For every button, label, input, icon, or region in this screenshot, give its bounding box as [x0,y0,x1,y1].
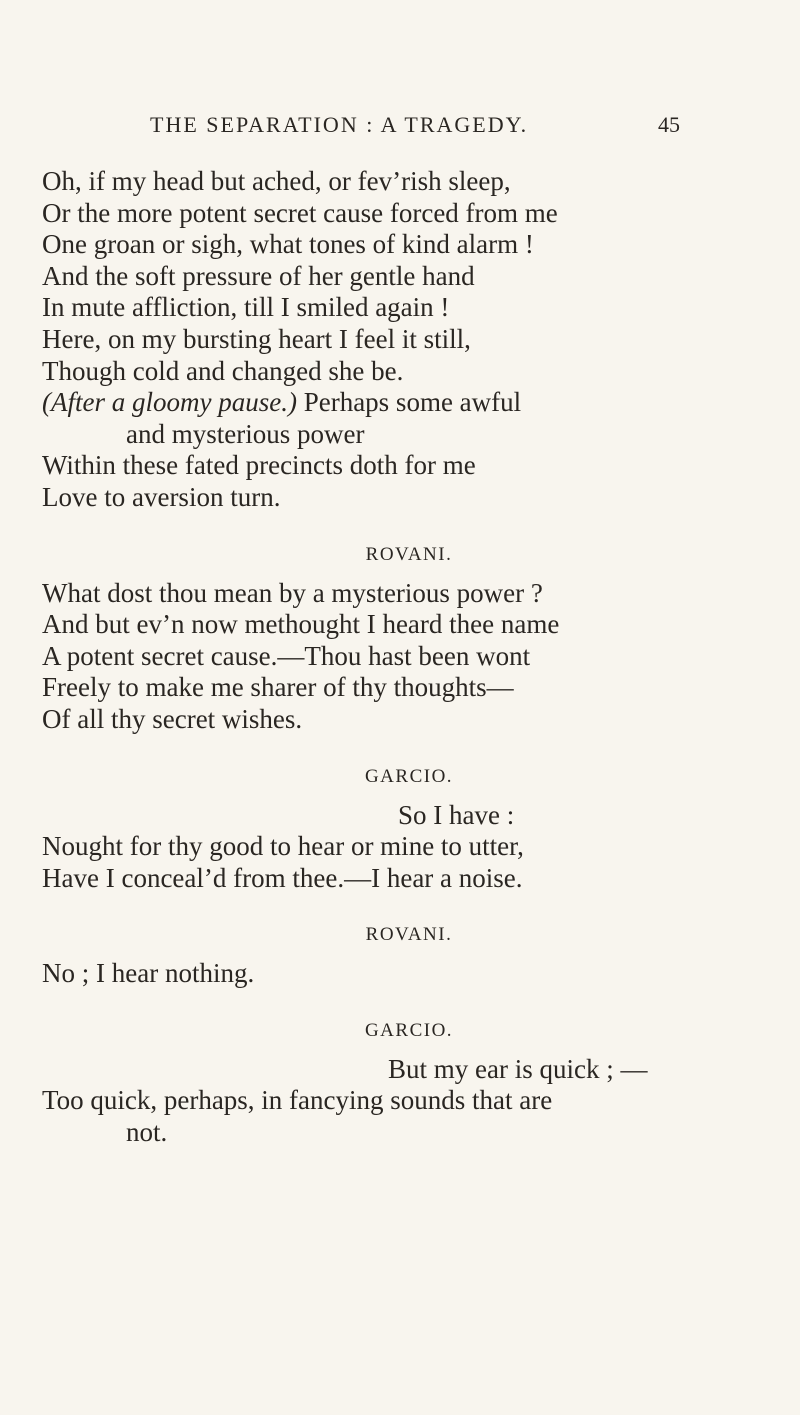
running-head [140,112,680,142]
verse-line: Of all thy secret wishes. [42,703,303,734]
speaker-name: ROVANI. [365,924,453,946]
verse-line: No ; I hear nothing. [42,958,255,989]
verse-fragment: Perhaps some awful [296,387,522,418]
speaker-name: GARCIO. [364,1019,454,1041]
running-title: THE SEPARATION : A TRAGEDY. [150,112,529,137]
verse-line: Freely to make me sharer of thy thoughts— [42,672,514,703]
verse-line-with-direction [42,387,762,419]
verse-line: Oh, if my head but ached, or fev’rish sleep, [42,166,511,196]
verse-line: Here, on my bursting heart I feel it still, [42,323,471,354]
verse-line: Within these fated precincts doth for me [42,450,476,481]
speaker-name: GARCIO. [364,765,454,787]
verse-line-indented: But my ear is quick ; — [388,1053,648,1084]
verse-line: And the soft pressure of her gentle hand [42,260,475,291]
verse-line: Though cold and changed she be. [42,355,404,386]
verse-line: One groan or sigh, what tones of kind alarm ! [42,229,534,260]
verse-line: Love to aversion turn. [42,481,281,512]
verse-line: What dost thou mean by a mysterious power ? [42,577,543,608]
verse-line: Or the more potent secret cause forced from me [42,197,558,228]
verse-line-indented: So I have : [398,799,515,830]
page-number: 45 [658,112,680,137]
stage-direction: (After a gloomy pause.) [42,387,297,418]
verse-line: In mute affliction, till I smiled again ! [42,292,450,323]
verse-line: Nought for thy good to hear or mine to utter, [42,831,524,862]
verse-continuation: and mysterious power [126,418,365,449]
verse-continuation: not. [126,1117,168,1148]
verse-line: And but ev’n now methought I heard thee name [42,609,560,640]
verse-line: Too quick, perhaps, in fancying sounds that are [42,1085,553,1116]
verse-line: A potent secret cause.—Thou hast been wont [42,640,531,671]
verse-line: Have I conceal’d from thee.—I hear a noise. [42,862,523,893]
speaker-name: ROVANI. [365,543,453,565]
page-text [42,166,762,1149]
